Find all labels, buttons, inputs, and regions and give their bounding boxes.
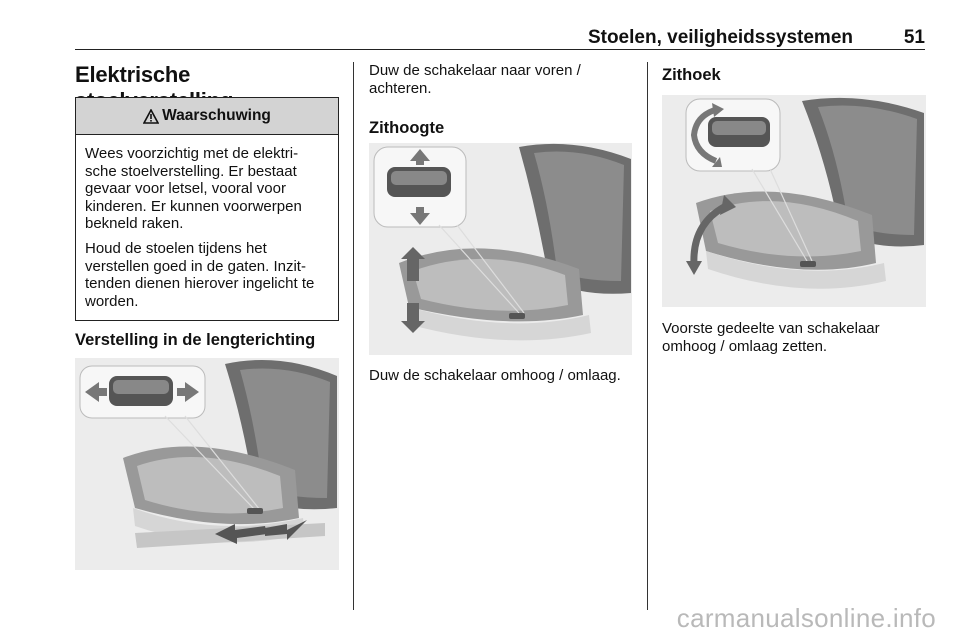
warning-paragraph: Wees voorzichtig met de elektri-sche stoelverstelling. Er bestaat gevaar voor letsel, vooral voor kinderen. Er kunnen voorwerpen bekneld raken. [85, 145, 302, 233]
subheading-lengterichting: Verstelling in de lengterichting [75, 331, 316, 349]
page-header [75, 27, 925, 50]
column-divider [353, 62, 354, 610]
caption-zithoek: Voorste gedeelte van schakelaar omhoog / omlaag zetten. [662, 320, 880, 355]
subheading-zithoogte: Zithoogte [369, 119, 445, 137]
watermark: carmanualsonline.info [676, 603, 936, 633]
column-divider [647, 62, 648, 610]
seat-height-illustration [369, 143, 632, 355]
seat-angle-illustration [662, 95, 926, 307]
section-title: Stoelen, veiligheidssystemen [587, 27, 853, 48]
warning-header [76, 98, 338, 135]
seat-length-illustration [75, 358, 339, 570]
caption-zithoogte: Duw de schakelaar omhoog / omlaag. [369, 367, 621, 384]
intro-text: Duw de schakelaar naar voren / achteren. [369, 62, 581, 97]
section-heading: Elektrische [75, 62, 191, 87]
warning-triangle-icon [143, 109, 159, 124]
warning-box [75, 97, 339, 321]
warning-label: Waarschuwing [162, 107, 271, 124]
column-2 [369, 62, 633, 98]
page-number: 51 [903, 27, 925, 48]
warning-paragraph: Houd de stoelen tijdens het verstellen goed in de gaten. Inzit-tenden dienen hierover ingelicht te worden. [85, 239, 315, 310]
subheading-zithoek: Zithoek [662, 66, 721, 84]
